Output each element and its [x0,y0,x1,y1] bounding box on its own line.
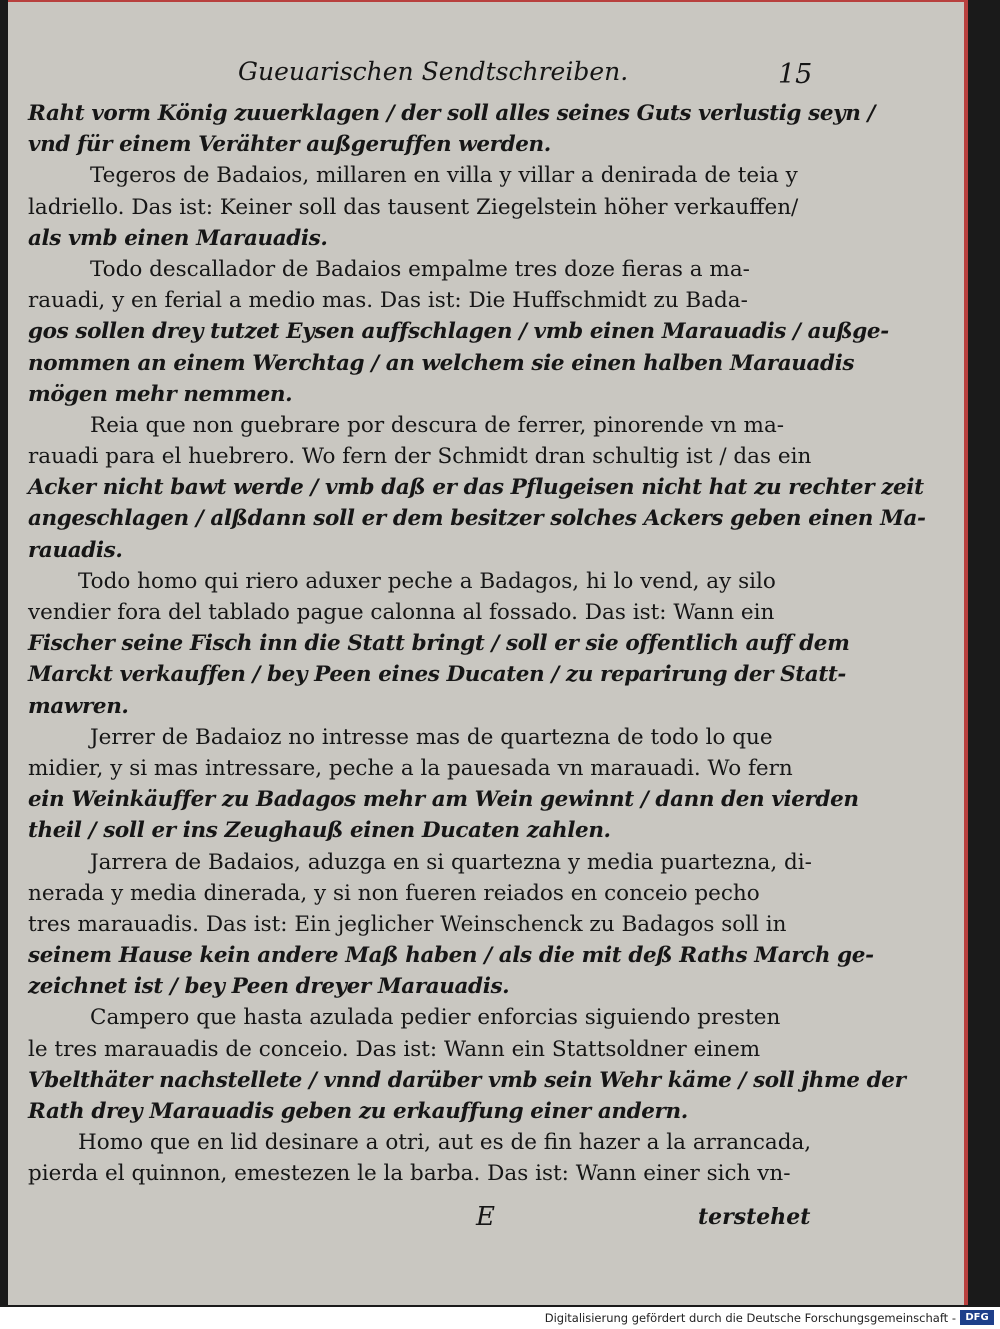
book-page [8,0,968,1305]
text-line: Jerrer de Badaioz no intresse mas de quartezna de todo lo que [90,724,773,750]
text-line: midier, y si mas intressare, peche a la pauesada vn marauadi. Wo fern [28,755,793,781]
text-line: seinem Hause kein andere Maß haben / als die mit deß Raths March ge- [28,943,874,969]
text-line: als vmb einen Marauadis. [28,225,328,251]
dfg-logo: DFG [960,1310,994,1325]
text-line: tres marauadis. Das ist: Ein jeglicher Weinschenck zu Badagos soll in [28,911,787,937]
text-line: Reia que non guebrare por descura de ferrer, pinorende vn ma- [90,412,785,438]
text-line: angeschlagen / alßdann soll er dem besitzer solches Ackers geben einen Ma- [28,506,926,532]
text-line: Todo homo qui riero aduxer peche a Badagos, hi lo vend, ay silo [78,568,776,594]
text-line: theil / soll er ins Zeughauß einen Ducaten zahlen. [28,818,611,844]
text-line: vendier fora del tablado pague calonna al fossado. Das ist: Wann ein [28,600,775,625]
text-line: rauadis. [28,537,123,563]
text-line: vnd für einem Verähter außgeruffen werden. [28,132,551,158]
text-line: mawren. [28,693,129,719]
text-line: Campero que hasta azulada pedier enforcias siguiendo presten [90,1005,781,1031]
footer-bar [0,1307,1000,1329]
text-line: nerada y media dinerada, y si non fueren reiados en conceio pecho [28,880,760,906]
text-line: pierda el quinnon, emestezen le la barba. Das ist: Wann einer sich vn- [28,1161,791,1187]
text-line: Fischer seine Fisch inn die Statt bringt / soll er sie offentlich auff dem [28,631,850,657]
text-line: gos sollen drey tutzet Eysen auffschlagen / vmb einen Marauadis / außge- [28,319,889,345]
body-text [28,98,926,1190]
text-line: le tres marauadis de conceio. Das ist: Wann ein Stattsoldner einem [28,1036,761,1062]
text-line: Raht vorm König zuuerklagen / der soll alles seines Guts verlustig seyn / [28,101,875,126]
text-line: Todo descallador de Badaios empalme tres doze fieras a ma- [90,256,750,282]
text-line: nommen an einem Werchtag / an welchem sie einen halben Marauadis [28,350,855,376]
signature-mark: E [476,1202,495,1232]
text-line: rauadi, y en ferial a medio mas. Das ist: Die Huffschmidt zu Bada- [28,288,748,314]
text-line: Homo que en lid desinare a otri, aut es de fin hazer a la arrancada, [78,1130,812,1156]
running-header: Gueuarischen Sendtschreiben. [238,57,629,86]
text-line: rauadi para el huebrero. Wo fern der Schmidt dran schultig ist / das ein [28,444,812,470]
text-line: Acker nicht bawt werde / vmb daß er das Pflugeisen nicht hat zu rechter zeit [28,475,924,501]
text-line: Vbelthäter nachstellete / vnnd darüber vmb sein Wehr käme / soll jhme der [28,1067,906,1093]
text-line: Jarrera de Badaios, aduzga en si quartezna y media puartezna, di- [90,849,812,875]
text-line: ladriello. Das ist: Keiner soll das tausent Ziegelstein höher verkauffen/ [28,194,799,220]
text-line: ein Weinkäuffer zu Badagos mehr am Wein gewinnt / dann den vierden [28,787,859,813]
text-line: zeichnet ist / bey Peen dreyer Marauadis. [28,974,510,1000]
text-line: Rath drey Marauadis geben zu erkauffung einer andern. [28,1099,688,1124]
page-number: 15 [778,59,813,90]
text-line: Tegeros de Badaios, millaren en villa y villar a denirada de teia y [90,163,798,189]
text-line: Marckt verkauffen / bey Peen eines Ducaten / zu reparirung der Statt- [28,662,846,688]
catchword: terstehet [698,1204,811,1230]
text-line: mögen mehr nemmen. [28,381,293,407]
footer-credit: Digitalisierung gefördert durch die Deutsche Forschungsgemeinschaft - [544,1311,956,1325]
